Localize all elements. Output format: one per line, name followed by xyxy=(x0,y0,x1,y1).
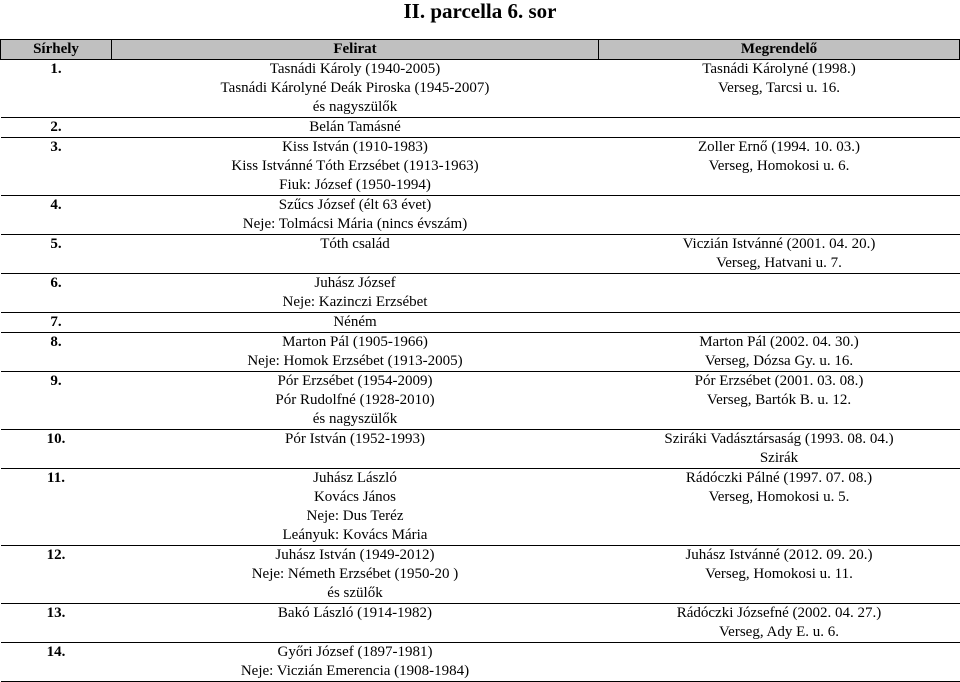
cell-felirat xyxy=(112,138,599,196)
megrendelo-line: Verseg, Homokosi u. 6. xyxy=(708,158,850,174)
sirhely-number: 14. xyxy=(46,644,66,660)
sirhely-number: 8. xyxy=(50,334,62,350)
felirat-line: Juhász József xyxy=(314,275,396,291)
megrendelo-line: Verseg, Homokosi u. 11. xyxy=(705,566,853,582)
megrendelo-line: Juhász Istvánné (2012. 09. 20.) xyxy=(685,547,873,563)
megrendelo-line: Verseg, Bartók B. u. 12. xyxy=(706,392,852,408)
cell-felirat xyxy=(112,546,599,604)
felirat-line: Tasnádi Károlyné Deák Piroska (1945-2007) xyxy=(220,80,490,96)
cell-felirat xyxy=(112,333,599,372)
table-row xyxy=(1,274,960,313)
cell-felirat xyxy=(112,643,599,682)
megrendelo-line: Marton Pál (2002. 04. 30.) xyxy=(699,334,859,350)
megrendelo-line: Zoller Ernő (1994. 10. 03.) xyxy=(697,139,861,155)
felirat-line: Győri József (1897-1981) xyxy=(277,644,433,660)
table-body xyxy=(1,60,960,682)
cell-sirhely xyxy=(1,546,112,604)
cell-felirat xyxy=(112,313,599,333)
felirat-line: Marton Pál (1905-1966) xyxy=(282,334,428,350)
sirhely-number: 1. xyxy=(50,61,62,77)
megrendelo-line: Verseg, Tarcsi u. 16. xyxy=(718,80,840,96)
table-header-row xyxy=(1,40,960,60)
megrendelo-line: Rádóczki Józsefné (2002. 04. 27.) xyxy=(676,605,882,621)
cell-megrendelo xyxy=(599,469,960,546)
table-row xyxy=(1,313,960,333)
cell-megrendelo xyxy=(599,138,960,196)
felirat-line: Neje: Dus Teréz xyxy=(306,508,404,524)
table-row xyxy=(1,118,960,138)
sirhely-number: 7. xyxy=(50,314,62,330)
cell-sirhely xyxy=(1,118,112,138)
cell-megrendelo xyxy=(599,643,960,682)
cell-megrendelo xyxy=(599,333,960,372)
sirhely-number: 2. xyxy=(50,119,62,135)
felirat-line: Neje: Homok Erzsébet (1913-2005) xyxy=(247,353,463,369)
cell-sirhely xyxy=(1,333,112,372)
megrendelo-line: Verseg, Dózsa Gy. u. 16. xyxy=(704,353,854,369)
grave-table xyxy=(0,39,960,682)
felirat-line: Pór Rudolfné (1928-2010) xyxy=(275,392,435,408)
felirat-line: Neje: Viczián Emerencia (1908-1984) xyxy=(240,663,470,679)
cell-sirhely xyxy=(1,196,112,235)
cell-sirhely xyxy=(1,469,112,546)
felirat-line: Tasnádi Károly (1940-2005) xyxy=(269,61,441,77)
cell-felirat xyxy=(112,430,599,469)
sirhely-number: 9. xyxy=(50,373,62,389)
cell-megrendelo xyxy=(599,430,960,469)
felirat-line: Szűcs József (élt 63 évet) xyxy=(278,197,432,213)
felirat-line: Neje: Németh Erzsébet (1950-20 ) xyxy=(251,566,459,582)
page-title: II. parcella 6. sor xyxy=(403,0,557,23)
sirhely-number: 5. xyxy=(50,236,62,252)
cell-megrendelo xyxy=(599,546,960,604)
cell-sirhely xyxy=(1,235,112,274)
header-sirhely: Sírhely xyxy=(1,40,112,60)
cell-megrendelo xyxy=(599,118,960,138)
sirhely-number: 12. xyxy=(46,547,66,563)
table-row xyxy=(1,469,960,546)
felirat-line: Juhász István (1949-2012) xyxy=(275,547,435,563)
megrendelo-line: Sziráki Vadásztársaság (1993. 08. 04.) xyxy=(664,431,894,447)
table-row xyxy=(1,546,960,604)
table-row xyxy=(1,372,960,430)
cell-megrendelo xyxy=(599,313,960,333)
sirhely-number: 4. xyxy=(50,197,62,213)
felirat-line: Leányuk: Kovács Mária xyxy=(282,527,428,543)
header-felirat: Felirat xyxy=(112,40,599,60)
sirhely-number: 3. xyxy=(50,139,62,155)
table-row xyxy=(1,604,960,643)
table-row xyxy=(1,235,960,274)
cell-megrendelo xyxy=(599,372,960,430)
felirat-line: Belán Tamásné xyxy=(309,119,401,135)
cell-felirat xyxy=(112,118,599,138)
felirat-line: Pór István (1952-1993) xyxy=(285,431,425,447)
megrendelo-line: Tasnádi Károlyné (1998.) xyxy=(702,61,856,77)
sirhely-number: 6. xyxy=(50,275,62,291)
table-row xyxy=(1,643,960,682)
felirat-line: Juhász László xyxy=(313,470,397,486)
table-row xyxy=(1,333,960,372)
table-row xyxy=(1,138,960,196)
megrendelo-line: Verseg, Ady E. u. 6. xyxy=(719,624,839,640)
felirat-line: Neje: Kazinczi Erzsébet xyxy=(282,294,428,310)
table-row xyxy=(1,60,960,118)
cell-megrendelo xyxy=(599,604,960,643)
cell-felirat xyxy=(112,196,599,235)
felirat-line: Bakó László (1914-1982) xyxy=(277,605,433,621)
megrendelo-line: Verseg, Hatvani u. 7. xyxy=(716,255,842,271)
cell-megrendelo xyxy=(599,196,960,235)
cell-megrendelo xyxy=(599,235,960,274)
megrendelo-line: Szirák xyxy=(759,450,799,466)
cell-felirat xyxy=(112,604,599,643)
cell-felirat xyxy=(112,372,599,430)
felirat-line: Fiuk: József (1950-1994) xyxy=(279,177,431,193)
cell-sirhely xyxy=(1,643,112,682)
felirat-line: Neje: Tolmácsi Mária (nincs évszám) xyxy=(242,216,468,232)
megrendelo-line: Verseg, Homokosi u. 5. xyxy=(708,489,850,505)
cell-sirhely xyxy=(1,430,112,469)
cell-felirat xyxy=(112,274,599,313)
megrendelo-line: Pór Erzsébet (2001. 03. 08.) xyxy=(694,373,864,389)
felirat-line: és szülők xyxy=(327,585,383,601)
felirat-line: Kiss Istvánné Tóth Erzsébet (1913-1963) xyxy=(231,158,479,174)
cell-sirhely xyxy=(1,274,112,313)
megrendelo-line: Rádóczki Pálné (1997. 07. 08.) xyxy=(685,470,873,486)
cell-felirat xyxy=(112,469,599,546)
cell-sirhely xyxy=(1,138,112,196)
cell-sirhely xyxy=(1,604,112,643)
header-megrendelo: Megrendelő xyxy=(599,40,960,60)
felirat-line: Tóth család xyxy=(320,236,390,252)
sirhely-number: 10. xyxy=(46,431,66,447)
felirat-line: Kiss István (1910-1983) xyxy=(282,139,428,155)
cell-sirhely xyxy=(1,313,112,333)
megrendelo-line: Viczián Istvánné (2001. 04. 20.) xyxy=(682,236,876,252)
table-row xyxy=(1,430,960,469)
felirat-line: Néném xyxy=(333,314,377,330)
felirat-line: Pór Erzsébet (1954-2009) xyxy=(277,373,433,389)
cell-felirat xyxy=(112,60,599,118)
felirat-line: és nagyszülők xyxy=(312,411,398,427)
sirhely-number: 13. xyxy=(46,605,66,621)
cell-megrendelo xyxy=(599,60,960,118)
cell-megrendelo xyxy=(599,274,960,313)
table-row xyxy=(1,196,960,235)
cell-sirhely xyxy=(1,60,112,118)
sirhely-number: 11. xyxy=(47,470,65,486)
felirat-line: és nagyszülők xyxy=(312,99,398,115)
cell-felirat xyxy=(112,235,599,274)
cell-sirhely xyxy=(1,372,112,430)
felirat-line: Kovács János xyxy=(313,489,397,505)
